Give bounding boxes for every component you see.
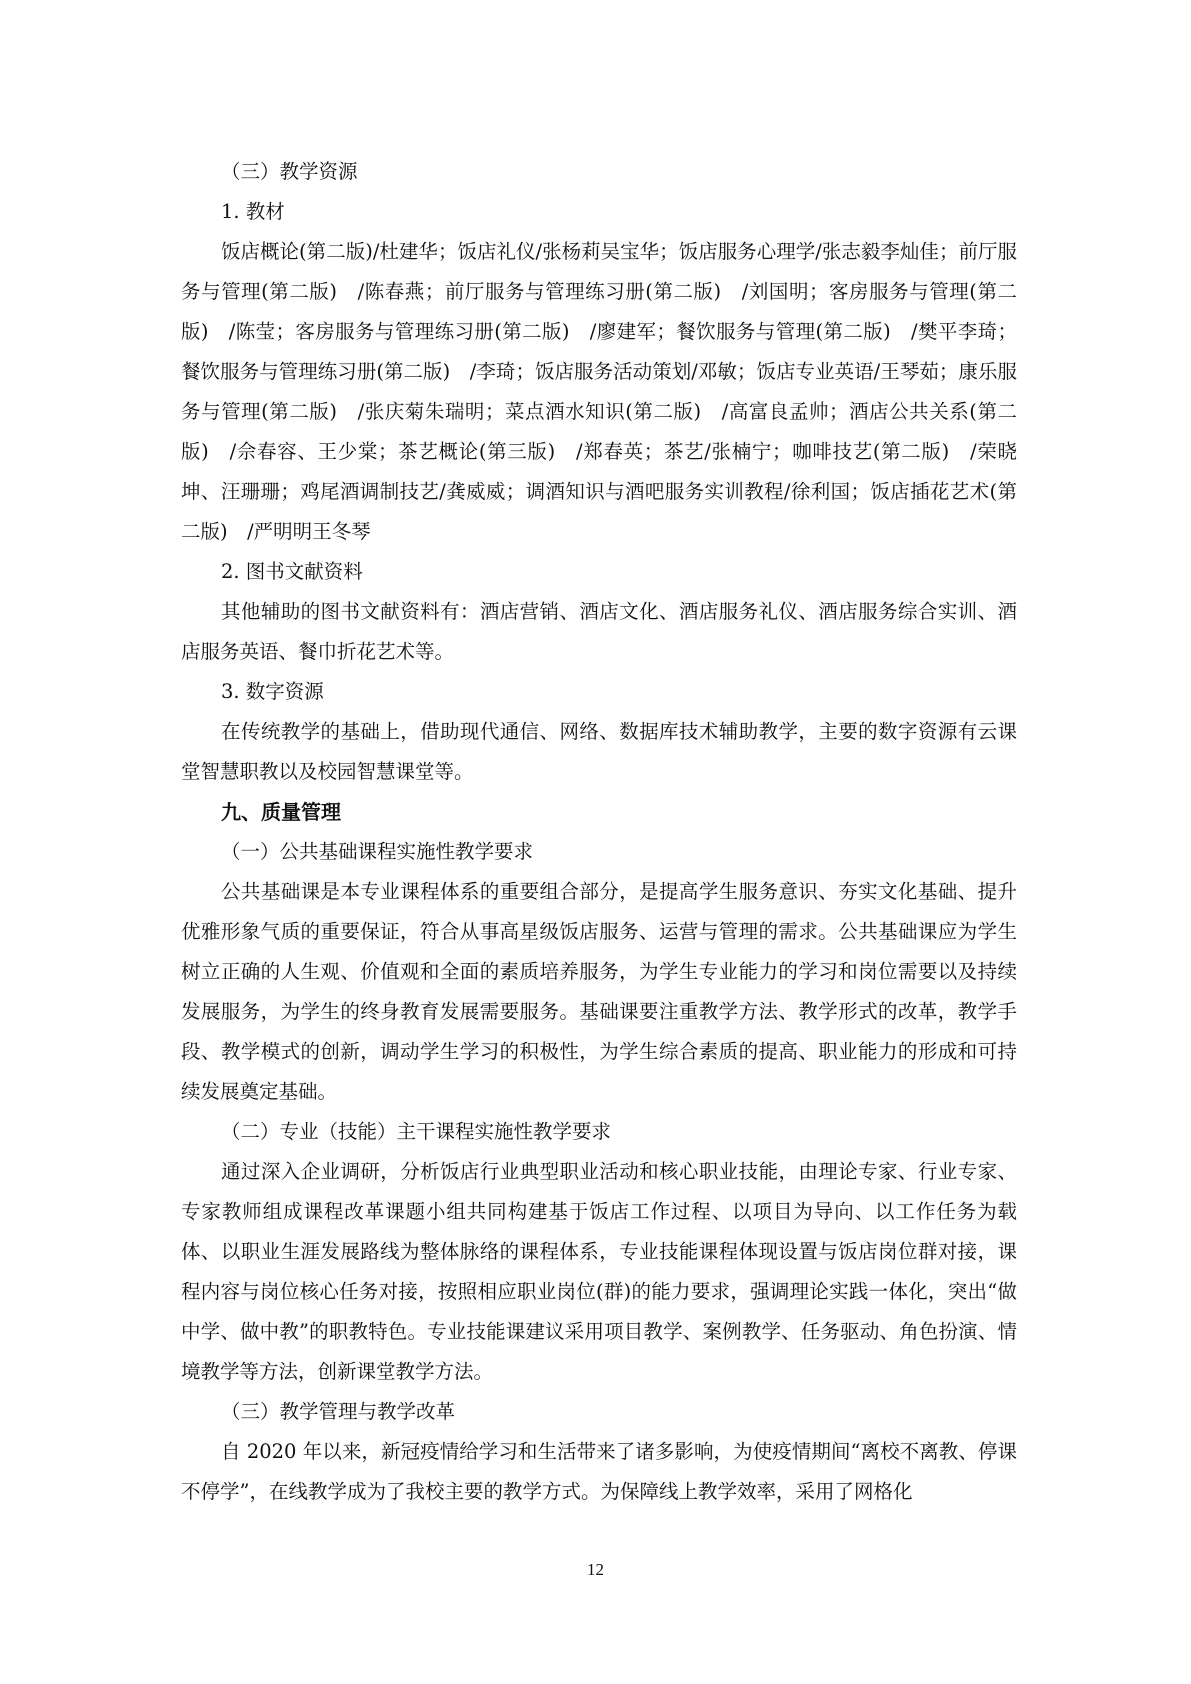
public-courses-paragraph: 公共基础课是本专业课程体系的重要组合部分，是提高学生服务意识、夯实文化基础、提升优雅形象气质的重要保证，符合从事高星级饭店服务、运营与管理的需求。公共基础课应为学生树立正确的人生观、价值观和全面的素质培养服务，为学生专业能力的学习和岗位需要以及持续发展服务，为学生的终身教育发展需要服务。基础课要注重教学方法、教学形式的改革，教学手段、教学模式的创新，调动学生学习的积极性，为学生综合素质的提高、职业能力的形成和可持续发展奠定基础。 xyxy=(181,880,1017,1103)
page-number: 12 xyxy=(587,1560,604,1579)
page-content xyxy=(181,152,1017,1512)
digital-resources-paragraph: 在传统教学的基础上，借助现代通信、网络、数据库技术辅助教学，主要的数字资源有云课堂智慧职教以及校园智慧课堂等。 xyxy=(181,720,1017,783)
books-paragraph: 其他辅助的图书文献资料有：酒店营销、酒店文化、酒店服务礼仪、酒店服务综合实训、酒店服务英语、餐巾折花艺术等。 xyxy=(181,600,1017,663)
teaching-reform-heading: （三）教学管理与教学改革 xyxy=(221,1400,456,1423)
teaching-resources-heading: （三）教学资源 xyxy=(221,160,358,183)
books-heading: 2. 图书文献资料 xyxy=(221,560,363,583)
textbooks-heading: 1. 教材 xyxy=(221,200,285,223)
core-courses-heading: （二）专业（技能）主干课程实施性教学要求 xyxy=(221,1120,612,1143)
textbooks-paragraph: 饭店概论(第二版)/杜建华；饭店礼仪/张杨莉吴宝华；饭店服务心理学/张志毅李灿佳；前厅服务与管理(第二版) /陈春燕；前厅服务与管理练习册(第二版) /刘国明；客房服务与管理(第二版) /陈莹；客房服务与管理练习册(第二版) /廖建军；餐饮服务与管理(第二版) /樊平李琦；餐饮服务与管理练习册(第二版) /李琦；饭店服务活动策划/邓敏；饭店专业英语/王琴茹；康乐服务与管理(第二版) /张庆菊朱瑞明；菜点酒水知识(第二版) /高富良孟帅；酒店公共关系(第二版) /佘春容、王少棠；茶艺概论(第三版) /郑春英；茶艺/张楠宁；咖啡技艺(第二版) /荣晓坤、汪珊珊；鸡尾酒调制技艺/龚威威；调酒知识与酒吧服务实训教程/徐利国；饭店插花艺术(第二版) /严明明王冬琴 xyxy=(181,240,1017,543)
quality-management-heading: 九、质量管理 xyxy=(221,800,341,824)
digital-resources-heading: 3. 数字资源 xyxy=(221,680,324,703)
public-courses-heading: （一）公共基础课程实施性教学要求 xyxy=(221,840,534,863)
core-courses-paragraph: 通过深入企业调研，分析饭店行业典型职业活动和核心职业技能，由理论专家、行业专家、专家教师组成课程改革课题小组共同构建基于饭店工作过程、以项目为导向、以工作任务为载体、以职业生涯发展路线为整体脉络的课程体系，专业技能课程体现设置与饭店岗位群对接，课程内容与岗位核心任务对接，按照相应职业岗位(群)的能力要求，强调理论实践一体化，突出“做中学、做中教”的职教特色。专业技能课建议采用项目教学、案例教学、任务驱动、角色扮演、情境教学等方法，创新课堂教学方法。 xyxy=(181,1160,1017,1383)
teaching-reform-paragraph: 自 2020 年以来，新冠疫情给学习和生活带来了诸多影响，为使疫情期间“离校不离教、停课不停学”，在线教学成为了我校主要的教学方式。为保障线上教学效率，采用了网格化 xyxy=(181,1440,1017,1503)
